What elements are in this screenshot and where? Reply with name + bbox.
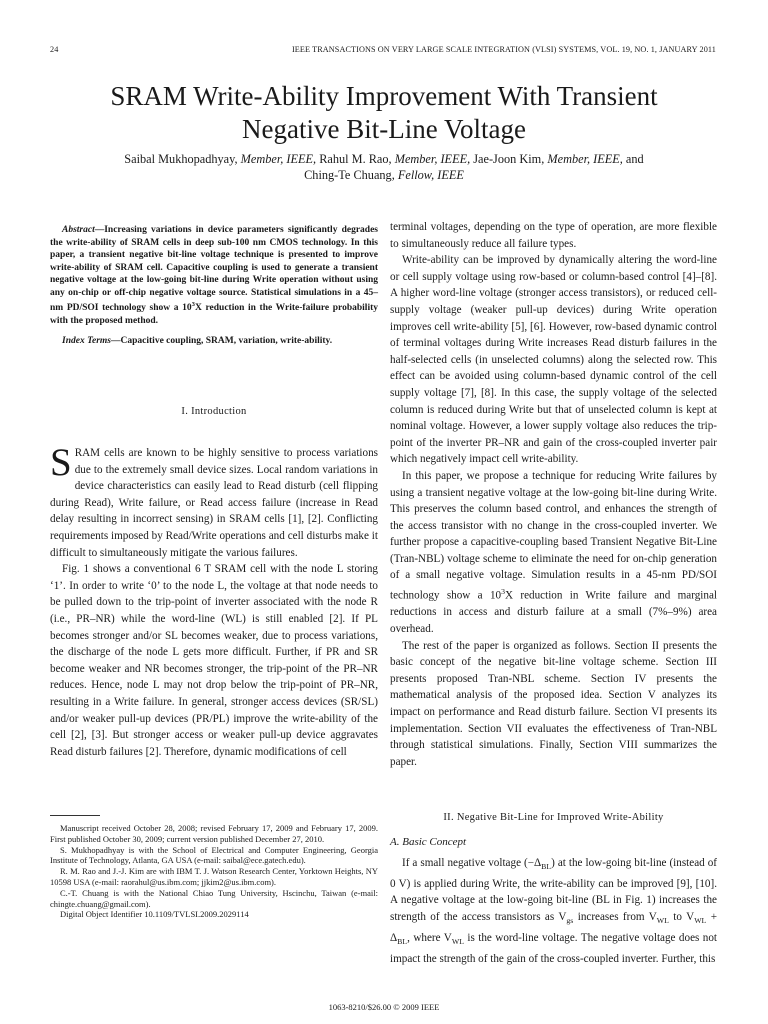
s2p1-sub3: WL (656, 916, 669, 926)
author-3-role: Member, IEEE, (547, 152, 623, 166)
index-terms-text: —Capacitive coupling, SRAM, variation, write-ability. (111, 336, 333, 347)
right-paragraph-1: terminal voltages, depending on the type of operation, are more flexible to simultaneously reduce all failure types. (390, 221, 717, 250)
s2p1-sub2: gs (566, 916, 574, 926)
dropcap: S (50, 441, 72, 484)
intro-paragraph-2: Fig. 1 shows a conventional 6 T SRAM cell with the node L storing ‘1’. In order to write ‘0’ to the node L, the voltage at that node needs to be pulled down to the trip-point of inverter associated with the node R (i.e., PR–NR) while the word-line (WL) is still enabled [2]. If PL becomes stronger and/or SL becomes weaker, due to process variations, the discharge of the node L gets more difficult. Further, if PR and SR become weaker and NR becomes stronger, the trip-point of the PR–NR reduces. Hence, node L may not drop below the trip-point of PR–NR, resulting in a Write failure. In general, stronger access devices (SR/SL) and/or weaker pull-up devices (PR/PL) improve the write-ability of the cell [2], [3]. But stronger access or weaker pull-up device aggravates Read disturb failures [2]. Therefore, dynamic modifications of cell (50, 563, 378, 758)
footnote-author-1: S. Mukhopadhyay is with the School of Electrical and Computer Engineering, Georgia Institute of Technology, Atlanta, GA USA (e-mail: saibal@ece.gatech.edu). (50, 844, 378, 866)
author-3: Jae-Joon Kim, (473, 152, 545, 166)
page-number: 24 (50, 45, 59, 54)
footnote-doi: Digital Object Identifier 10.1109/TVLSI.2009.2029114 (60, 909, 249, 920)
s2p1-g: is the word-line voltage. The negative voltage does not impact the strength of the gain of the cross-coupled inverter. Further, this (390, 931, 718, 965)
right-column (390, 219, 717, 770)
footnote-author-2-3: R. M. Rao and J.-J. Kim are with IBM T. J. Watson Research Center, Yorktown Heights, NY 10598 USA (e-mail: raorahul@us.ibm.com; jjkim2@us.ibm.com). (50, 866, 378, 887)
section-1-body (50, 441, 378, 760)
right-paragraph-4: The rest of the paper is organized as follows. Section II presents the basic concept of the negative bit-line voltage scheme. Section III presents proposed Tran-NBL scheme. Section IV presents the mathematical analysis of the proposed idea. Section V analyzes its impact on performance and Read disturb failure. Section VI presents its implementation. Section VII evaluates the effectiveness of Tran-NBL through statistical simulations. Finally, Section VIII summarizes the paper. (390, 639, 717, 768)
author-2: Rahul M. Rao, (319, 152, 392, 166)
author-1-role: Member, IEEE, (240, 152, 317, 166)
author-2-role: Member, IEEE, (394, 152, 471, 166)
section-1-heading: I. Introduction (181, 406, 247, 417)
section-2-body (390, 855, 717, 967)
right-paragraph-3-text: In this paper, we propose a technique for reducing Write failures by using a transient negative voltage at the low-going bit-line during Write. This preserves the column based control, and enhances the strength of the access transistor with no change in the cross-coupled inverter. We further propose a capacitive-coupling based Transient Negative Bit-Line (Tran-NBL) voltage scheme to eliminate the need for on-chip generation of a small negative voltage. Simulation results in a 45-nm PD/SOI technology show a 10 (390, 469, 717, 602)
title-line-1: SRAM Write-Ability Improvement With Transient (110, 81, 658, 111)
footnote-manuscript: Manuscript received October 28, 2008; revised February 17, 2009 and February 17, 2009. First published October 30, 2009; current version published December 27, 2010. (50, 823, 378, 844)
right-paragraph-2: Write-ability can be improved by dynamically altering the word-line or cell supply voltage using row-based or column-based control [4]–[8]. A higher word-line voltage (stronger access transistors), or reduced cell-supply voltage (weaker pull-up devices) during Write operation improves cell write-ability [5], [6]. However, row-based dynamic control of terminal voltages during Write increases Read disturb failures in the half-selected cells (in unselected columns) along the selected row. This effect can be avoided using column-based dynamic control of the cell supply voltage [7], [8]. In this case, the supply voltage of the selected column is reduced during Write but that of unselected column is kept at nominal voltage. However, a lower supply voltage also reduces the trip-point of the inverter PR–NR and gain of the cross-coupled inverter pair which negatively impact cell write-ability. (390, 254, 717, 466)
s2p1-a: If a small negative voltage (−Δ (402, 857, 542, 869)
author-list (40, 151, 728, 183)
s2p1-f: , where V (407, 931, 452, 944)
s2p1-sub1: BL (541, 862, 552, 872)
footnote-author-4: C.-T. Chuang is with the National Chiao Tung University, Hscinchu, Taiwan (e-mail: chingte.chuang@gmail.com). (50, 887, 378, 909)
section-2-heading: II. Negative Bit-Line for Improved Write-Ability (443, 812, 664, 823)
right-paragraph-3-sup: 3 (501, 587, 505, 597)
footnotes (50, 823, 378, 920)
author-4-role: Fellow, IEEE (397, 168, 464, 182)
journal-header: IEEE TRANSACTIONS ON VERY LARGE SCALE INTEGRATION (VLSI) SYSTEMS, VOL. 19, NO. 1, JANUARY 2011 (291, 45, 716, 54)
abstract-label: Abstract (62, 225, 95, 235)
s2p1-c: increases from V (573, 911, 657, 923)
copyright-footer: 1063-8210/$26.00 © 2009 IEEE (328, 1002, 440, 1012)
footnote-rule (50, 815, 100, 816)
author-4: Ching-Te Chuang, (304, 168, 395, 182)
s2p1-sub4: WL (694, 916, 707, 926)
intro-paragraph-1: RAM cells are known to be highly sensitive to process variations due to the extremely small device sizes. Local random variations in device characteristics can easily lead to Read disturb (cell flipping during Read), Write failure, or Read access failure (increase in Read delay resulting in incorrect sensing) in SRAM cells [1], [2]. Conflicting requirements imposed by Read/Write operations and cell disturbs make it difficult to simultaneously mitigate the various failures. (50, 447, 378, 559)
index-terms-label: Index Terms (62, 336, 112, 347)
s2p1-b: ) at the low-going bit-line (instead of 0 V) is applied during Write, the write-ability can be improved [9], [10]. A negative voltage at the low-going bit-line (BL in Fig. 1) increases the strength of the access transistors as V (390, 857, 717, 923)
abstract-text: —Increasing variations in device parameters significantly degrades the write-ability of SRAM cells in deep sub-100 nm CMOS technology. In this paper, a transient negative bit-line voltage technique is presented to improve write-ability of SRAM cell. Capacitive coupling is used to generate a transient negative voltage at the low-going bit-line during Write operation without using any on-chip or off-chip negative voltage source. Statistical simulations in a 45–nm PD/SOI technology show a 10 (50, 225, 378, 314)
right-paragraph-3 (390, 468, 717, 638)
abstract (50, 224, 378, 348)
paper-title (40, 80, 728, 146)
abstract-sup: 3 (191, 301, 195, 308)
s2p1-e: + Δ (390, 911, 717, 944)
author-1: Saibal Mukhopadhyay, (124, 152, 238, 166)
subsection-heading: A. Basic Concept (390, 836, 467, 848)
s2p1-sub5: BL (397, 937, 408, 947)
s2p1-d: to V (668, 911, 695, 923)
right-paragraph-3-end: X reduction in Write failure and marginal reductions in access and disturb failure at a small (7%–9%) area overhead. (390, 589, 717, 635)
author-and: and (625, 152, 644, 166)
abstract-text-end: X reduction in the Write-failure probability with the proposed method. (50, 303, 378, 326)
section-2-paragraph-1 (390, 855, 717, 967)
s2p1-sub6: WL (451, 937, 464, 947)
title-line-2: Negative Bit-Line Voltage (242, 114, 526, 144)
